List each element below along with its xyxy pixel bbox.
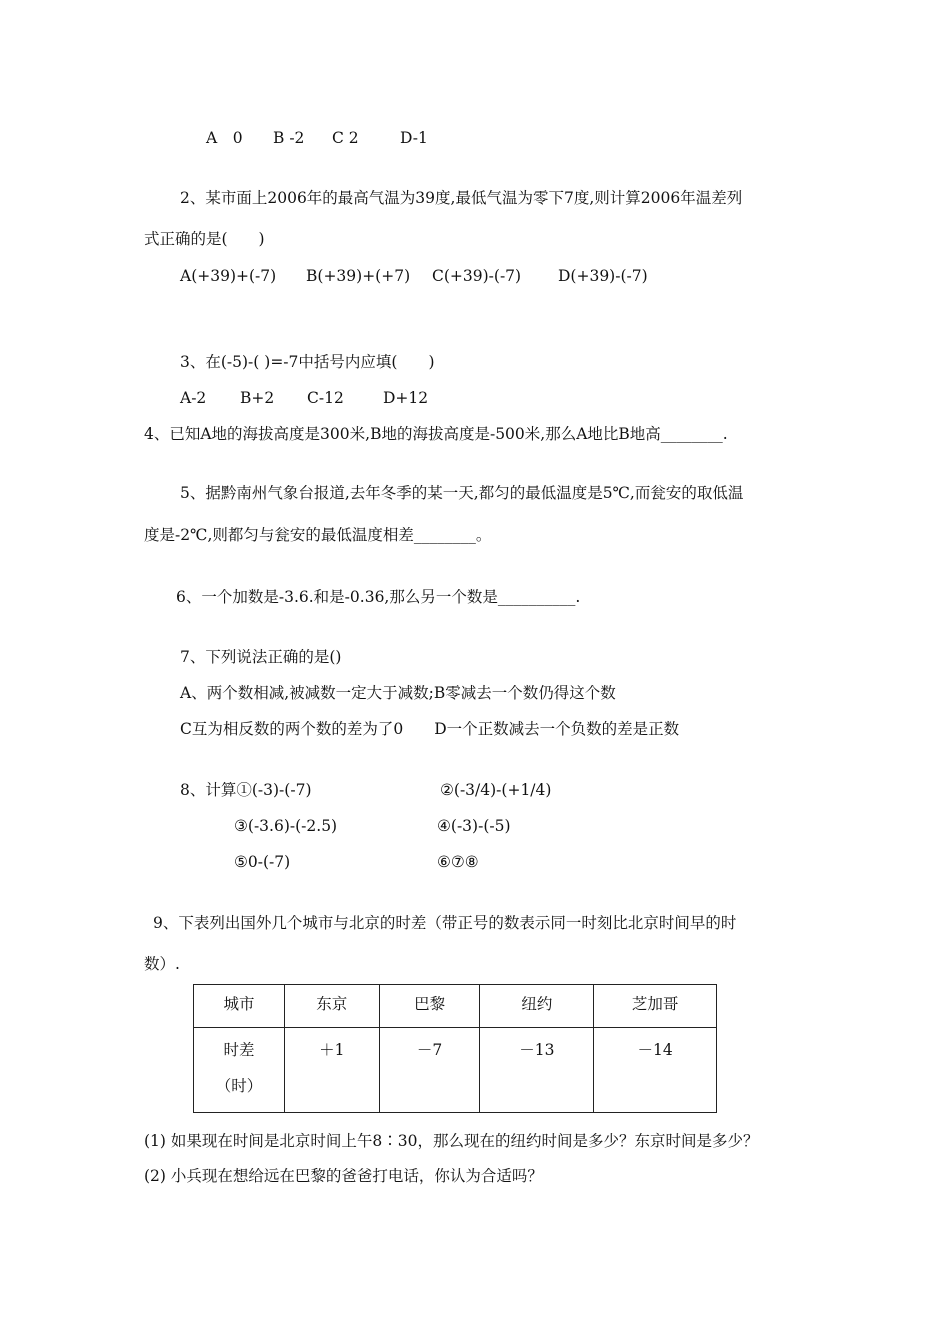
table-header-cell: 芝加哥 xyxy=(594,985,717,1028)
table-row xyxy=(194,1028,717,1113)
table-cell: －13 xyxy=(480,1028,594,1113)
q2-option-d: D(+39)-(-7) xyxy=(558,267,648,285)
row-label-line2: （时） xyxy=(215,1077,263,1095)
q1-option-d: D-1 xyxy=(400,129,428,147)
q3-stem: 3、在(-5)-( )=-7中括号内应填( ) xyxy=(180,353,435,371)
q8-item-4: ④(-3)-(-5) xyxy=(437,817,511,835)
q3-option-a: A-2 xyxy=(180,389,207,407)
q1-option-a: A 0 xyxy=(206,129,243,147)
table-header-cell: 城市 xyxy=(194,985,285,1028)
table-header-row xyxy=(194,985,717,1028)
table-cell: －14 xyxy=(594,1028,717,1113)
q4-stem: 4、已知A地的海拔高度是300米,B地的海拔高度是-500米,那么A地比B地高________. xyxy=(144,425,728,443)
q8-item-2: ②(-3/4)-(+1/4) xyxy=(440,781,552,799)
q8-stem: 8、计算①(-3)-(-7) xyxy=(180,781,312,799)
q2-option-c: C(+39)-(-7) xyxy=(432,267,522,285)
q2-option-a: A(+39)+(-7) xyxy=(180,267,277,285)
table-header-cell: 东京 xyxy=(284,985,379,1028)
q2-option-b: B(+39)+(+7) xyxy=(306,267,411,285)
q7-options-ab: A、两个数相减,被减数一定大于减数;B零减去一个数仍得这个数 xyxy=(180,684,616,702)
q5-stem-line2: 度是-2℃,则都匀与瓮安的最低温度相差________。 xyxy=(144,526,492,544)
table-row-label xyxy=(194,1028,285,1113)
q3-option-b: B+2 xyxy=(240,389,275,407)
q6-stem: 6、一个加数是-3.6.和是-0.36,那么另一个数是__________. xyxy=(176,588,581,606)
q3-option-c: C-12 xyxy=(307,389,344,407)
table-cell: －7 xyxy=(379,1028,480,1113)
q8-item-5: ⑤0-(-7) xyxy=(234,853,291,871)
q3-option-d: D+12 xyxy=(383,389,429,407)
table-cell: ＋1 xyxy=(284,1028,379,1113)
q2-stem-line2: 式正确的是( ) xyxy=(144,230,265,248)
q1-option-b: B -2 xyxy=(273,129,305,147)
q9-stem-line2: 数）. xyxy=(144,955,180,973)
table-header-cell: 巴黎 xyxy=(379,985,480,1028)
time-difference-table xyxy=(193,984,717,1113)
q9-stem-line1: 9、下表列出国外几个城市与北京的时差（带正号的数表示同一时刻比北京时间早的时 xyxy=(153,914,737,932)
table-header-cell: 纽约 xyxy=(480,985,594,1028)
q1-option-c: C 2 xyxy=(332,129,359,147)
q2-stem-line1: 2、某市面上2006年的最高气温为39度,最低气温为零下7度,则计算2006年温差列 xyxy=(180,189,743,207)
q7-options-cd: C互为相反数的两个数的差为了0 D一个正数减去一个负数的差是正数 xyxy=(180,720,680,738)
q9-subquestion-1: (1) 如果现在时间是北京时间上午8∶30，那么现在的纽约时间是多少？东京时间是多少？ xyxy=(144,1132,759,1150)
q8-item-678: ⑥⑦⑧ xyxy=(437,853,479,871)
q9-subquestion-2: (2) 小兵现在想给远在巴黎的爸爸打电话，你认为合适吗？ xyxy=(144,1167,543,1185)
q7-stem: 7、下列说法正确的是() xyxy=(180,648,342,666)
q8-item-3: ③(-3.6)-(-2.5) xyxy=(234,817,338,835)
row-label-line1: 时差 xyxy=(223,1041,255,1059)
q5-stem-line1: 5、据黔南州气象台报道,去年冬季的某一天,都匀的最低温度是5℃,而瓮安的取低温 xyxy=(180,484,744,502)
